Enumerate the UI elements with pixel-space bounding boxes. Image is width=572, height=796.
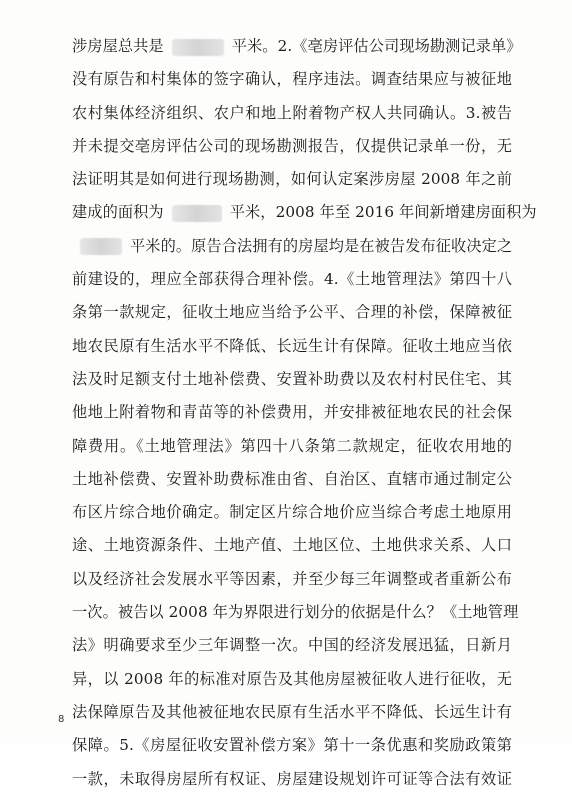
text-line-content: 布区片综合地价确定。制定区片综合地价应当综合考虑土地原用 [72,503,512,522]
text-line [72,30,522,63]
text-line [72,263,512,296]
text-line-content: 并未提交亳房评估公司的现场勘测报告，仅提供记录单一份，无 [72,136,512,155]
text-line [72,63,512,96]
text-line-content: 没有原告和村集体的签字确认，程序违法。调查结果应与被征地 [72,70,512,89]
text-line-content: 一款，未取得房屋所有权证、房屋建设规划许可证等合法有效证 [72,769,512,788]
text-line-content: 保障。5.《房屋征收安置补偿方案》第十一条优惠和奖励政策第 [72,736,512,755]
text-line-content: 法保障原告及其他被征地农民原有生活水平不降低、长远生计有 [72,702,512,721]
text-line-content: 农村集体经济组织、农户和地上附着物产权人共同确认。3.被告 [72,103,512,122]
text-line-content: 他地上附着物和青苗等的补偿费用，并安排被征地农民的社会保 [72,403,512,422]
text-line [72,396,512,429]
text-line [72,763,512,796]
text-line [72,596,519,629]
text-line-content: 前建设的，理应全部获得合理补偿。4.《土地管理法》第四十八 [72,270,512,289]
text-line-content: 以及经济社会发展水平等因素，并至少每三年调整或者重新公布 [72,569,512,588]
text-line-content: 法证明其是如何进行现场勘测，如何认定案涉房屋 2008 年之前 [72,170,512,189]
text-line [72,496,512,529]
text-line [72,230,512,263]
text-line [72,696,512,729]
text-line-content: 异，以 2008 年的标准对原告及其他房屋被征收人进行征收，无 [72,669,512,688]
body-text [72,30,537,796]
text-line-content: 途、土地资源条件、土地产值、土地区位、土地供求关系、人口 [72,536,512,555]
text-line-content: 障费用。《土地管理法》第四十八条第二款规定，征收农用地的 [72,436,512,455]
text-line-content: 条第一款规定，征收土地应当给予公平、合理的补偿，保障被征 [72,303,512,322]
text-line-content: 地农民原有生活水平不降低、长远生计有保障。征收土地应当依 [72,336,512,355]
text-line-content: 一次。被告以 2008 年为界限进行划分的依据是什么？《土地管理 [72,603,519,622]
redacted-value [172,39,224,56]
text-line [72,296,512,329]
text-line [72,163,512,196]
text-line [72,729,512,762]
text-line [72,463,512,496]
text-line-end: 平米的。原告合法拥有的房屋均是在被告发布征收决定之 [130,236,513,255]
text-line [72,97,512,130]
text-line [72,663,512,696]
text-line-content: 土地补偿费、安置补助费标准由省、自治区、直辖市通过制定公 [72,469,512,488]
text-line-content: 法》明确要求至少三年调整一次。中国的经济发展迅猛，日新月 [72,636,512,655]
text-line-end: 平米，2008 年至 2016 年间新增建房面积为 [229,203,537,222]
text-line [72,563,512,596]
page-number: 8 [58,714,65,725]
text-line [72,330,512,363]
redacted-value [80,238,122,255]
text-line-end: 平米。2.《亳房评估公司现场勘测记录单》 [231,37,522,55]
text-line [72,430,512,463]
text-line [72,196,537,229]
redacted-value [172,205,222,222]
text-line-start: 建成的面积为 [72,203,164,222]
text-line [72,529,512,562]
text-line [72,629,512,662]
text-line [72,363,512,396]
text-line-start: 涉房屋总共是 [72,37,164,55]
text-line-content: 法及时足额支付土地补偿费、安置补助费以及农村村民住宅、其 [72,369,512,388]
text-line [72,130,512,163]
